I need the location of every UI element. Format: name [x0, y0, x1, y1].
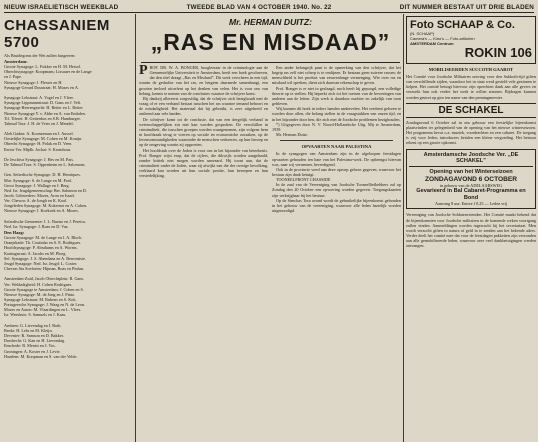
article-paragraph: Bij dankzij allereerst zorgvuldig, dat de schrijver zich bezighoudt met de vraag of er een verband bestaat tusschen het ras waartoe iemand behoort en de misdadigheid. Het materiaal dat hij gebruikt, is zeer uitgebreid en ontleend aan vele landen.	[139, 95, 268, 117]
chassaniem-line: Deventer: R. Samson en D. Bakker.	[4, 333, 64, 339]
cabaret-date: ZONDAGAVOND 6 OCTOBER	[424, 175, 518, 183]
article-subcolumn-2	[272, 65, 401, 213]
masthead	[4, 2, 534, 13]
column-rule-right	[403, 14, 404, 442]
masthead-paper-name: NIEUW ISRAELIETISCH WEEKBLAD	[4, 3, 119, 11]
article-paragraph: Mr. Herman Duitz.	[276, 132, 308, 138]
chassaniem-intro: Als Bruidegoms der Wet zullen fungeeren:	[4, 53, 76, 58]
chassaniem-line: Ned. Isr. Synagoge: J. Boas en D. Vaz.	[4, 223, 69, 229]
cabaret-ad	[406, 149, 536, 210]
article-paragraph: TOONEELFRONT CHASSIDE	[276, 177, 331, 183]
chassaniem-line: Synagoge Gerard Doustraat: H. Mozes en A.	[4, 84, 79, 90]
cabaret-entry: Aanvang 8 uur. Entree f 0,25 — Leden vrij	[434, 201, 508, 207]
chassaniem-line: Nieuwe Synagoge: M. de Jong en J. Pinto.	[4, 291, 76, 297]
chassaniem-line: Arnhem: G. Lievendag en I. Roth.	[4, 322, 62, 328]
chassaniem-line: Enschede: B. Menist en J. Vos.	[4, 343, 56, 349]
article-paragraph: De schrijver komt tot de conclusie, dat van een dergelijk verband in wetenschappelijken zin niet kan worden gesproken. De verschillen in criminaliteit, die tusschen groepen worden waargenomen, zijn volgens hem in hoofdzaak terug te voeren op sociale en economische oorzaken, op de levensomstandigheden waaronder de menschen verkeeren, op hun beroep en op de omgeving waarin zij opgroeien.	[139, 116, 268, 148]
soldier-notice: Vereeniging van Joodsche Soldatenvrienden. Het Comité maakt bekend dat de bijeenkomsten voor Joodsche militairen in de komende weken voortgang zullen vinden. Aanmeldingen worden ingewacht bij het secretariaat. Men wordt verzocht giften in natura of geld in te zenden aan het bekende adres. Verder deelt het comité mee dat voor de feestdagen pakketten zijn verzonden aan alle gemobiliseerde leden, waarvoor zeer veel dankbetuigingen werden ontvangen.	[406, 212, 536, 249]
section-divider	[280, 140, 393, 141]
article-paragraph: PROF. DR. W. A. BONGER, hoogleeraar in de criminologie aan de Gemeentelijke Universiteit te Amsterdam, heeft een boek geschreven, dat den titel draagt „Ras en Misdaad”. Dit werk verscheen in een tijd, waarin de gedachte van het ras, en hetgeen daarmede samenhangt, een grooten invloed uitoefent op het denken van velen. Het is voor ons van belang, kennis te nemen van de conclusies waartoe de schrijver komt.	[139, 63, 268, 96]
chassaniem-line: Ver. Chewra: A. de Jongh en K. Kool.	[4, 198, 68, 204]
cabaret-divider	[409, 166, 533, 167]
chassaniem-line: Synagoge Lekstraat: M. Rubens en S. Kok.	[4, 296, 77, 302]
cabaret-programme: Gevarieerd in Bal Cabaret-Programma en Bond	[416, 188, 526, 201]
chassaniem-line: Groningen: A. Koster en J. Levie.	[4, 348, 61, 354]
article-paragraph: Ook in de provincie werd aan deze oproep gehoor gegeven, waarvoor het bestuur zijn dank betuigt.	[272, 166, 401, 177]
chassaniem-line: Ver. Weldadigheid: H. Cohen Rodrigues.	[4, 281, 73, 287]
chassaniem-line: Eerste Ver. Mijdh. Jochai: S. Kromhout.	[4, 146, 72, 152]
chassaniem-line: Sefardische Gemeente: J. L. Bueno en J. Pereira.	[4, 218, 86, 224]
article-paragraph: Wij kunnen dit boek in ieders handen aanbevelen. Het verdient gelezen te worden door allen, die belang stellen in de vraagstukken van onzen tijd, en in het bijzonder door hen, die zich met de Joodsche problemen bezighouden.	[272, 106, 401, 122]
chassaniem-line: Synagoge Lekstraat: A. Vogel en J. Vleer.	[4, 95, 74, 101]
ad-address: ROKIN 106	[464, 45, 532, 60]
chassaniem-column	[4, 16, 133, 440]
chassaniem-line: Jongeleden Synagoge: M. Kokernot en A. Cohen.	[4, 203, 88, 209]
chassaniem-line: Mozes en Aaron: M. Vlaardingen en L. Vlees.	[4, 307, 82, 313]
article-paragraph: *) Uitgegeven door N. V. Noord-Hollandsche Uitg. Mij te Amsterdam, 1939.	[272, 121, 401, 132]
schakel-heading: DE SCHAKEL	[406, 103, 536, 118]
chassaniem-line: De Talmud Tora: S. Oppenheim en L. Salomons.	[4, 162, 86, 168]
schakel-text: Zondagavond 6 October zal in ons gebouw een feestelijke bijeenkomst plaatsvinden ter gelegenheid van de opening van het nieuwe winterseizoen. Het programma bevat o.a. muziek, voordrachten en een cabaret. De toegang is vrij voor leden; introducees betalen een kleine vergoeding. Het bestuur rekent op een groote opkomst.	[406, 119, 536, 146]
chassaniem-line: Aleh Gadon: A. Koonzeman en J. Aussel.	[4, 131, 74, 137]
chassaniem-line: Obrecht Synagoge: H. Polak en D. Veen.	[4, 141, 73, 147]
chassaniem-line: Oostelijke Synagoge: M. Cohen en M. Konijn.	[4, 136, 83, 142]
chassaniem-line: Obrechtsynagoge: Koopmans; Lissauer en de Lange	[4, 69, 92, 75]
ad-products: Camera's — Kino's — Foto-artikelen	[410, 36, 475, 41]
amsterdam-heading: Amsterdam:	[4, 59, 28, 65]
ad-company-tag: (N. SCHAAP)	[410, 31, 435, 36]
article-paragraph: Prof. Bonger is er niet in geslaagd, noch heeft hij gepoogd, een volledige theorie op te stellen. Hij beperkt zich tot het toetsen van de beweringen van anderen aan de feiten. Zijn werk is daardoor nuchter en zakelijk van toon gebleven.	[272, 85, 401, 107]
chassaniem-line: Groot Synagoge: J. Wallage en J. Berg.	[4, 182, 70, 188]
chassaniem-line: Mor. Synagoge: S. de Lange en M. Pool.	[4, 177, 73, 183]
cabaret-venue: in gebouw van de ADELAARSWEG	[439, 183, 503, 189]
palestina-body	[272, 151, 401, 213]
chassaniem-line: De Jeschiva Synagoge: J. Hes en M. Pais.	[4, 156, 75, 162]
palestina-heading: OPVAARTEN NAAR PALESTINA	[301, 144, 372, 150]
chassaniem-line: Haarlem: M. Koopman en S. van der Velde.	[4, 353, 78, 359]
article-subcolumn-1	[139, 65, 268, 213]
chassaniem-line: Sef. Synagoge: J. S. Abendana en A. Benveniste.	[4, 255, 86, 261]
chassaniem-line: Gen. Sefardische Synagoge: D. H. Henriques.	[4, 172, 81, 178]
column-rule-left	[135, 14, 136, 442]
chassaniem-line: Nieuwe Synagoge: J. Koekoek en A. Mozes.	[4, 208, 79, 214]
chassaniem-line: Isr. Weeshuis: S. Samuels en J. Kaas.	[4, 312, 67, 318]
denhaag-list	[4, 235, 133, 359]
chassaniem-title: CHASSANIEM 5700	[4, 17, 110, 51]
chassaniem-line: Jacob. Gebroeders: Mozes, Aron en Israel.	[4, 193, 76, 198]
article-title: „RAS EN MISDAAD”	[150, 29, 391, 55]
foto-schaap-ad	[406, 16, 536, 64]
chassaniem-line: Koningstraat: A. Jacobs en M. Ploeg.	[4, 250, 67, 256]
chassaniem-line: Tif. Tiferet: H. Geitenbos en S.B. Hamburger.	[4, 115, 81, 121]
chassaniem-line: Ned. Isr. Jeugdgemeenschap: Ber. Salomon en D.	[4, 187, 87, 193]
ad-city: AMSTERDAM Centrum	[410, 41, 454, 46]
chassaniem-line: Synagoge Lippmannstraat: D. Gans en J. Velt.	[4, 100, 82, 106]
chassaniem-line: Talmud Tora: J. H. de Vries en J. Mendel.	[4, 120, 74, 126]
cabaret-subtitle: Opening van het Winterseizoen	[429, 169, 513, 176]
chassaniem-line: Jeugd Synagoge: Ned. Isr. Jeugd: L. Coster.	[4, 260, 78, 266]
notice-heading: MOBILISEERDEN SUCCOTH GAAROT	[428, 67, 514, 72]
article-continuation	[272, 65, 401, 137]
chassaniem-line: Synagoge Heerengracht: H. Reiter en L. Reiter.	[4, 105, 84, 111]
chassaniem-line: Groote Synagoge: M. de Lange en J. A. Bloch.	[4, 235, 83, 241]
drop-cap: P	[139, 63, 148, 78]
masthead-pages-note: DIT NUMMER BESTAAT UIT DRIE BLADEN	[399, 3, 534, 11]
chassaniem-line: Breda: H. Lehr en M. Kleijn.	[4, 327, 53, 333]
article-body	[139, 65, 402, 213]
amsterdam-list	[4, 64, 133, 229]
article-paragraph: Een ander belangrijk punt is de opmerking van den schrijver, dat het begrip ras zelf niet scherp is te omlijnen. Er bestaan geen zuivere rassen; de menschheid is het product van eeuwenlange vermenging. Wie over ras en misdaad wil spreken, dient zich daarvan rekenschap te geven.	[272, 65, 401, 86]
ads-column	[406, 16, 536, 440]
chassaniem-line: Hoofdsynagoge: P. Abrahams en A. Worms.	[4, 245, 78, 251]
title-rule	[141, 62, 400, 63]
chassaniem-line: en J. Pape.	[4, 74, 22, 80]
chassaniem-line: Nieuwe Synagoge: J. Flesser en H.	[4, 79, 63, 85]
article-author: Mr. HERMAN DUITZ:	[228, 17, 313, 27]
article-paragraph: Het hoofdstuk over de Joden is voor ons in het bijzonder van beteekenis. Prof. Bonger wijst erop, dat de cijfers, die dikwijls worden aangehaald, zonder kritiek niet mogen worden aanvaard. Hij toont aan, dat de criminaliteit onder de Joden, waar zij afwijkt van die der overige bevolking, verklaard kan worden uit hun sociale positie, hun beroepen en hun verstedelijking.	[139, 147, 268, 179]
chassaniem-line: Oranjekade: Th. Coutinho en S. E. Rodrigues.	[4, 240, 82, 246]
notice-text: Het Comité voor Joodsche Militairen ontving voor den Sukkoth-tijd giften van verschillende zijden, waardoor het in staat werd gesteld vele gezinnen te helpen. Het comité betuigt hiervoor zijn oprechten dank aan alle gevers en verzoekt hun ook verder het werk te willen steunen. Bijdragen kunnen worden gestort op giro ten name van den penningmeester.	[406, 74, 536, 100]
chassaniem-line: Portugeesche Synagoge: J. Waag en N. de Leon.	[4, 302, 85, 308]
article-paragraph: In de synagogen van Amsterdam zijn in de afgeloopen feestdagen opvaarten gehouden ten bate van het Palestina-werk. De opbrengst hiervan was, naar wij vernemen, bevredigend.	[272, 151, 401, 167]
masthead-issue: TWEEDE BLAD VAN 4 OCTOBER 1940. No. 22	[186, 3, 332, 11]
chassaniem-line: Groote Synagoge: L. Fukker en H. M. Hessel.	[4, 64, 82, 70]
chassaniem-line: Groote Synagoge te Amsterdam: J. Cohen en S.	[4, 286, 84, 292]
article-paragraph: Op de Simchas Tora avond wordt de gebruikelijke bijeenkomst gehouden in het gebouw van de vereeniging, waarvoor alle leden hartelijk worden uitgenoodigd.	[272, 197, 401, 214]
chassaniem-line: Amsterdam-Zuid, Jacob Obrechtplein: R. Gans.	[4, 276, 85, 282]
chassaniem-line: Dordrecht: G. Kan en H. Lievendag.	[4, 338, 66, 344]
ad-company-name: Foto SCHAAP & Co.	[410, 19, 515, 31]
article-paragraph: In de zaal van de Vereeniging van Joodsche Tooneelliefhebbers zal op Zondag den 20 October een opvoering worden gegeven. Toegangskaarten zijn verkrijgbaar bij het bestuur.	[272, 182, 401, 198]
chassaniem-line: Chevras Sia Soeforim: Hijman, Boas en Pinhas.	[4, 266, 85, 272]
denhaag-heading: Den Haag:	[4, 230, 25, 236]
chassaniem-line: Nieuwe Synagoge Y. v. Abbe en A. van Embden.	[4, 110, 86, 116]
cabaret-org: Amsterdamsche Joodsche Ver. „DE SCHAKEL”	[423, 151, 519, 164]
article-column	[139, 16, 402, 440]
